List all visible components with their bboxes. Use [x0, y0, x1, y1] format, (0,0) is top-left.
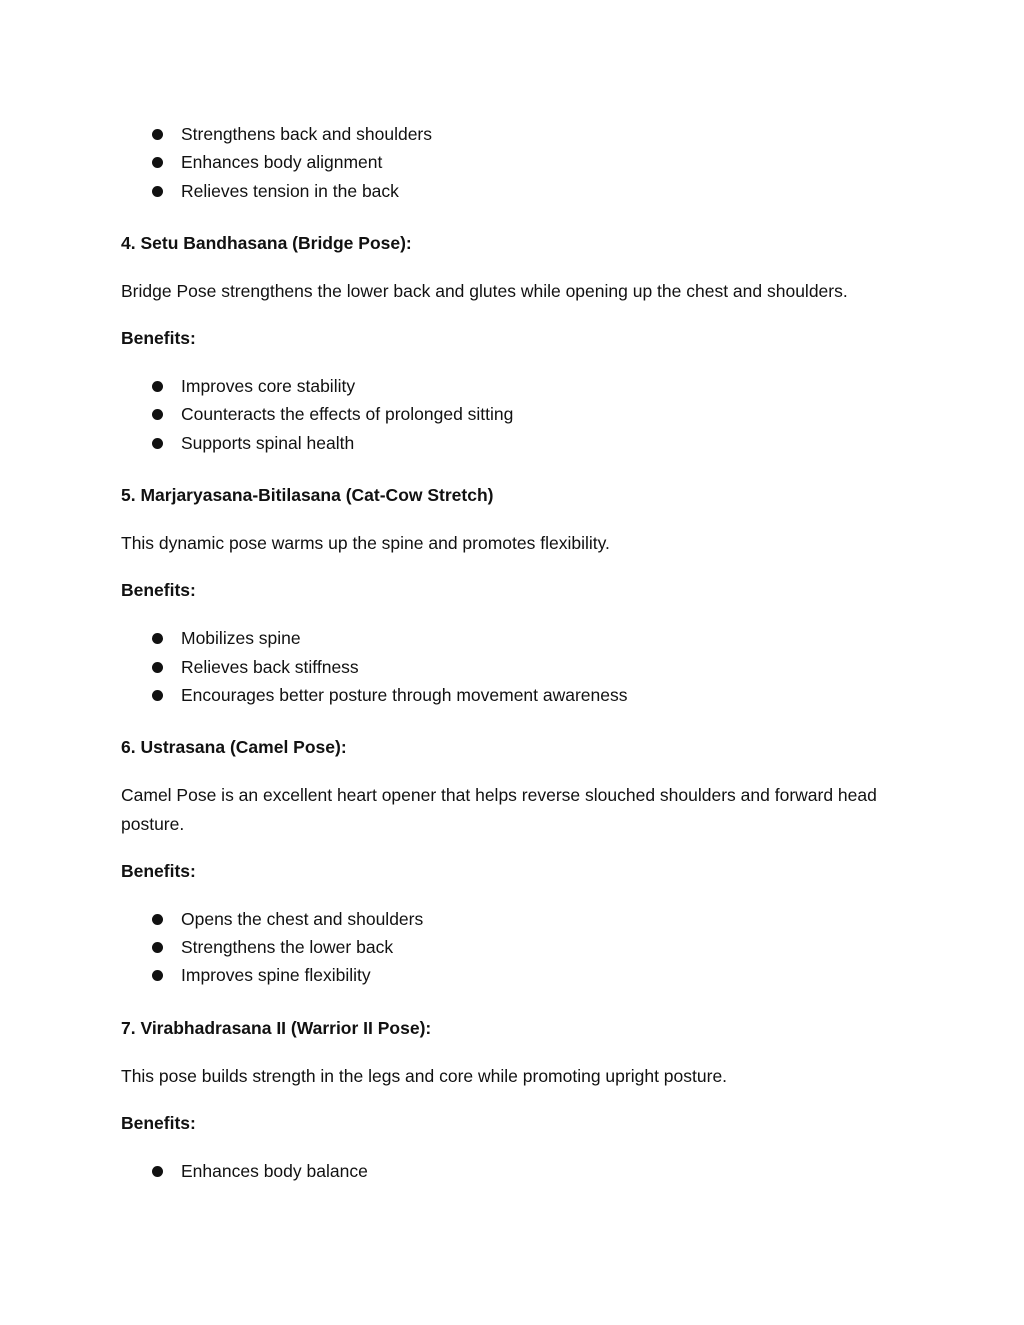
bullet-icon: [152, 409, 163, 420]
list-item: [121, 372, 901, 400]
list-item: [121, 400, 901, 428]
list-item-text: Encourages better posture through movement awareness: [181, 684, 628, 705]
list-item-text: Improves core stability: [181, 376, 356, 397]
list-item-text: Counteracts the effects of prolonged sitting: [181, 404, 514, 425]
list-item-text: Relieves back stiffness: [181, 656, 359, 677]
list-item: [121, 933, 901, 961]
section-bridge-pose: [121, 229, 901, 481]
bullet-icon: [152, 129, 163, 140]
list-item: [121, 177, 901, 205]
bullet-icon: [152, 662, 163, 673]
list-item: [121, 624, 901, 652]
bullet-icon: [152, 186, 163, 197]
list-item: [121, 1157, 901, 1185]
benefits-list: [121, 1157, 901, 1185]
list-item: [121, 148, 901, 176]
benefits-list: [121, 905, 901, 990]
list-item-text: Opens the chest and shoulders: [181, 908, 424, 929]
benefits-label: Benefits:: [121, 580, 196, 601]
section-description: Camel Pose is an excellent heart opener that helps reverse slouched shoulders and forward head posture.: [121, 785, 877, 834]
list-item: [121, 429, 901, 457]
bullet-icon: [152, 381, 163, 392]
section-heading: 6. Ustrasana (Camel Pose):: [121, 737, 347, 758]
bullet-icon: [152, 1166, 163, 1177]
benefits-label: Benefits:: [121, 328, 196, 349]
intro-benefits-list: [121, 120, 901, 205]
list-item-text: Relieves tension in the back: [181, 180, 399, 201]
bullet-icon: [152, 438, 163, 449]
section-warrior-ii-pose: [121, 1014, 901, 1186]
section-heading: 4. Setu Bandhasana (Bridge Pose):: [121, 232, 412, 253]
bullet-icon: [152, 633, 163, 644]
section-camel-pose: [121, 733, 901, 1013]
bullet-icon: [152, 690, 163, 701]
section-description: Bridge Pose strengthens the lower back and glutes while opening up the chest and shoulders.: [121, 280, 848, 301]
bullet-icon: [152, 157, 163, 168]
section-cat-cow-stretch: [121, 481, 901, 733]
section-description: This dynamic pose warms up the spine and promotes flexibility.: [121, 533, 610, 554]
list-item-text: Improves spine flexibility: [181, 965, 371, 986]
benefits-list: [121, 624, 901, 709]
bullet-icon: [152, 970, 163, 981]
list-item: [121, 120, 901, 148]
list-item: [121, 905, 901, 933]
list-item-text: Enhances body balance: [181, 1161, 368, 1182]
list-item: [121, 653, 901, 681]
benefits-label: Benefits:: [121, 1113, 196, 1134]
list-item-text: Enhances body alignment: [181, 152, 383, 173]
list-item: [121, 961, 901, 989]
list-item-text: Supports spinal health: [181, 432, 355, 453]
section-heading: 5. Marjaryasana-Bitilasana (Cat-Cow Stretch): [121, 485, 494, 506]
list-item: [121, 681, 901, 709]
list-item-text: Strengthens the lower back: [181, 937, 394, 958]
list-item-text: Strengthens back and shoulders: [181, 124, 432, 144]
benefits-label: Benefits:: [121, 860, 196, 881]
section-description: This pose builds strength in the legs and core while promoting upright posture.: [121, 1065, 728, 1086]
benefits-list: [121, 372, 901, 457]
document-content: [121, 120, 901, 1185]
section-heading: 7. Virabhadrasana II (Warrior II Pose):: [121, 1017, 432, 1038]
bullet-icon: [152, 914, 163, 925]
list-item-text: Mobilizes spine: [181, 628, 301, 649]
bullet-icon: [152, 942, 163, 953]
